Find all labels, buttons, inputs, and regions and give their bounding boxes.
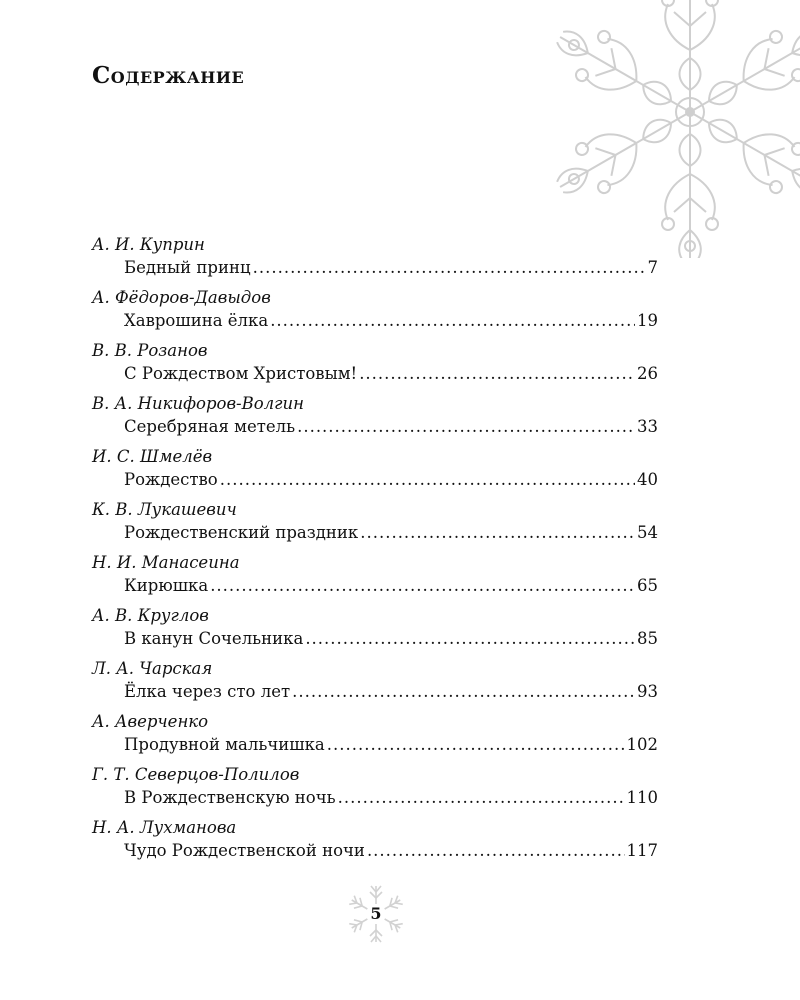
toc-entry: [92, 711, 658, 764]
snowflake-icon: [462, 0, 800, 258]
toc-line[interactable]: [124, 415, 658, 439]
toc-page-number: 40: [637, 470, 658, 489]
toc-entry: [92, 234, 658, 287]
toc-page-number: 65: [637, 576, 658, 595]
toc-author: В. А. Никифоров-Волгин: [92, 394, 305, 413]
toc-line[interactable]: [124, 468, 658, 492]
dot-leader: [270, 309, 635, 333]
toc-entry: [92, 605, 658, 658]
toc-line[interactable]: [124, 574, 658, 598]
toc-page-number: 19: [637, 311, 658, 330]
toc-story-title: В Рождественскую ночь: [124, 788, 336, 807]
toc-line[interactable]: [124, 680, 658, 704]
toc-line[interactable]: [124, 309, 658, 333]
dot-leader: [305, 627, 635, 651]
toc-page-number: 102: [626, 735, 658, 754]
toc-story-title: Рождественский праздник: [124, 523, 359, 542]
toc-story-title: Чудо Рождественской ночи: [124, 841, 365, 860]
dot-leader: [338, 786, 625, 810]
dot-leader: [360, 521, 635, 545]
toc-story-title: С Рождеством Христовым!: [124, 364, 358, 383]
toc-entry: [92, 817, 658, 870]
toc-story-title: Серебряная метель: [124, 417, 296, 436]
toc-author: Г. Т. Северцов-Полилов: [92, 765, 300, 784]
toc-author: И. С. Шмелёв: [92, 447, 213, 466]
toc-line[interactable]: [124, 256, 658, 280]
toc-author: А. Аверченко: [92, 712, 209, 731]
dot-leader: [253, 256, 646, 280]
toc-author: К. В. Лукашевич: [92, 500, 237, 519]
dot-leader: [292, 680, 635, 704]
toc-entry: [92, 340, 658, 393]
toc-entry: [92, 287, 658, 340]
toc-entry: [92, 764, 658, 817]
table-of-contents: [92, 234, 658, 870]
toc-line[interactable]: [124, 627, 658, 651]
toc-author: Л. А. Чарская: [92, 659, 213, 678]
page-number: 5: [370, 904, 382, 923]
toc-author: Н. И. Манасеина: [92, 553, 240, 572]
toc-story-title: Продувной мальчишка: [124, 735, 325, 754]
toc-line[interactable]: [124, 362, 658, 386]
toc-line[interactable]: [124, 786, 658, 810]
dot-leader: [297, 415, 635, 439]
toc-story-title: В канун Сочельника: [124, 629, 304, 648]
dot-leader: [327, 733, 625, 757]
toc-line[interactable]: [124, 733, 658, 757]
toc-page-number: 7: [647, 258, 658, 277]
toc-line[interactable]: [124, 839, 658, 863]
toc-story-title: Хаврошина ёлка: [124, 311, 269, 330]
toc-author: В. В. Розанов: [92, 341, 208, 360]
toc-line[interactable]: [124, 521, 658, 545]
toc-entry: [92, 499, 658, 552]
dot-leader: [220, 468, 635, 492]
toc-story-title: Ёлка через сто лет: [124, 682, 291, 701]
toc-page-number: 54: [637, 523, 658, 542]
toc-author: Н. А. Лухманова: [92, 818, 237, 837]
toc-page-number: 117: [626, 841, 658, 860]
page-footer: [340, 882, 412, 946]
toc-author: А. В. Круглов: [92, 606, 209, 625]
dot-leader: [359, 362, 635, 386]
toc-entry: [92, 552, 658, 605]
toc-page-number: 85: [637, 629, 658, 648]
toc-page-number: 26: [637, 364, 658, 383]
toc-entry: [92, 446, 658, 499]
toc-page-number: 93: [637, 682, 658, 701]
toc-entry: [92, 658, 658, 711]
dot-leader: [210, 574, 635, 598]
toc-entry: [92, 393, 658, 446]
toc-author: А. И. Куприн: [92, 235, 205, 254]
page-title: Содержание: [92, 62, 245, 89]
toc-page-number: 33: [637, 417, 658, 436]
toc-story-title: Рождество: [124, 470, 218, 489]
dot-leader: [367, 839, 625, 863]
toc-author: А. Фёдоров-Давыдов: [92, 288, 271, 307]
toc-story-title: Бедный принц: [124, 258, 251, 277]
toc-story-title: Кирюшка: [124, 576, 209, 595]
toc-page-number: 110: [626, 788, 658, 807]
